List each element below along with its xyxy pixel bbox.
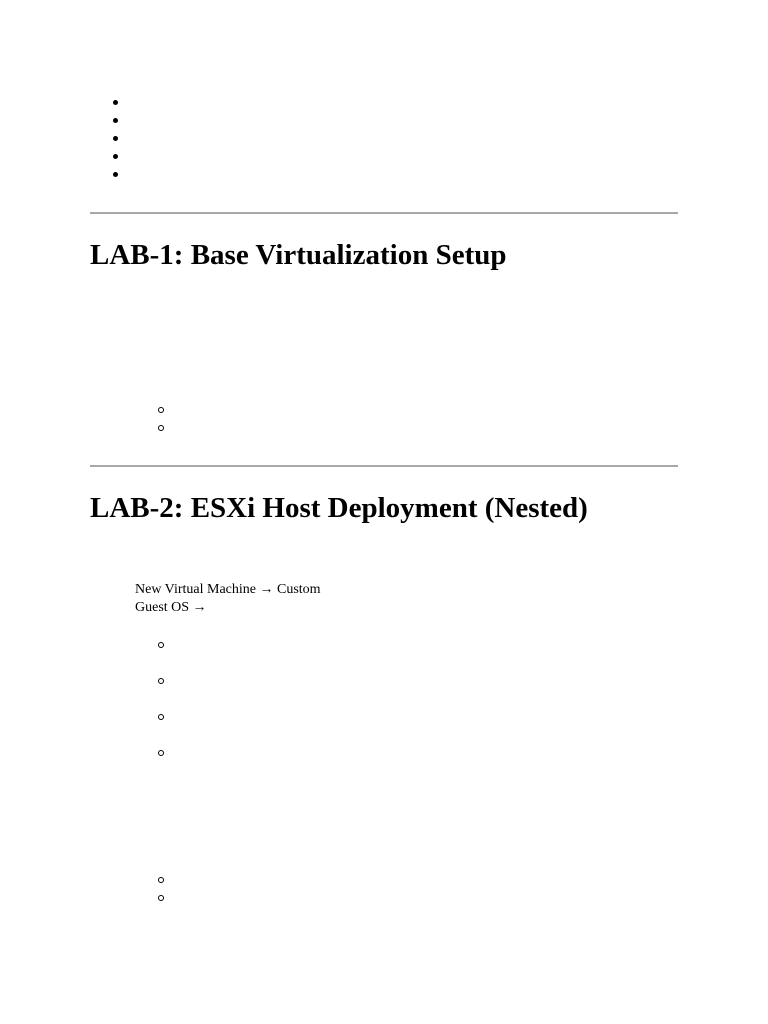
list-bullet bbox=[113, 136, 118, 141]
list-bullet bbox=[113, 172, 118, 177]
list-bullet bbox=[113, 118, 118, 123]
list-bullet bbox=[158, 877, 164, 883]
list-bullet bbox=[113, 100, 118, 105]
list-bullet bbox=[158, 425, 164, 431]
list-bullet bbox=[158, 642, 164, 648]
section-heading-lab2: LAB-2: ESXi Host Deployment (Nested) bbox=[90, 492, 588, 524]
section-heading-lab1: LAB-1: Base Virtualization Setup bbox=[90, 239, 507, 271]
list-bullet bbox=[158, 895, 164, 901]
list-bullet bbox=[158, 678, 164, 684]
divider bbox=[90, 212, 678, 214]
step-text: Guest OS → bbox=[135, 600, 207, 615]
divider bbox=[90, 465, 678, 467]
list-bullet bbox=[158, 407, 164, 413]
list-bullet bbox=[158, 750, 164, 756]
step-text: New Virtual Machine → Custom bbox=[135, 582, 321, 597]
list-bullet bbox=[158, 714, 164, 720]
list-bullet bbox=[113, 154, 118, 159]
